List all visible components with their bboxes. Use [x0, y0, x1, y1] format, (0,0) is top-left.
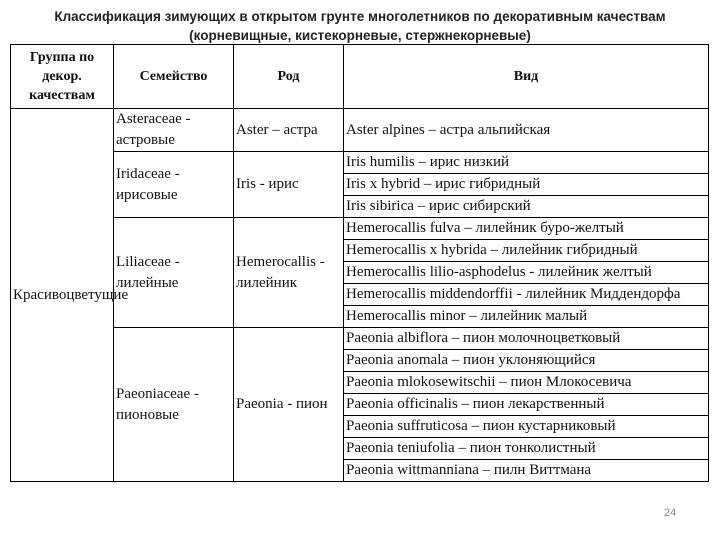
species-cell: Iris x hybrid – ирис гибридный — [344, 174, 709, 196]
classification-table — [10, 44, 709, 482]
family-cell: Iridaceae - ирисовые — [114, 152, 234, 218]
species-cell: Iris sibirica – ирис сибирский — [344, 196, 709, 218]
family-cell: Asteraceae - астровые — [114, 109, 234, 152]
genus-cell: Paeonia - пион — [234, 328, 344, 482]
family-cell: Liliaceae - лилейные — [114, 218, 234, 328]
species-cell: Hemerocallis lilio-asphodelus - лилейник желтый — [344, 262, 709, 284]
species-cell: Iris humilis – ирис низкий — [344, 152, 709, 174]
header-species: Вид — [344, 45, 709, 109]
group-cell: Красивоцветущие — [11, 109, 114, 482]
table-row — [11, 328, 709, 350]
species-cell: Paeonia anomala – пион уклоняющийся — [344, 350, 709, 372]
genus-cell: Iris - ирис — [234, 152, 344, 218]
genus-cell: Aster – астра — [234, 109, 344, 152]
family-cell: Paeoniaceae - пионовые — [114, 328, 234, 482]
slide-title — [0, 7, 720, 45]
table-row — [11, 152, 709, 174]
species-cell: Paeonia suffruticosa – пион кустарниковый — [344, 416, 709, 438]
title-line-2: (корневищные, кистекорневые, стержнекорневые) — [189, 28, 531, 43]
table-row — [11, 218, 709, 240]
species-cell: Aster alpines – астра альпийская — [344, 109, 709, 152]
page-number: 24 — [664, 507, 677, 519]
table-header-row — [11, 45, 709, 109]
species-cell: Paeonia officinalis – пион лекарственный — [344, 394, 709, 416]
species-cell: Paeonia mlokosewitschii – пион Млокосевича — [344, 372, 709, 394]
header-group: Группа по декор. качествам — [11, 45, 114, 109]
header-family: Семейство — [114, 45, 234, 109]
species-cell: Hemerocallis middendorffii - лилейник Миддендорфа — [344, 284, 709, 306]
title-line-1: Классификация зимующих в открытом грунте многолетников по декоративным качествам — [54, 9, 666, 24]
table-row — [11, 109, 709, 152]
species-cell: Hemerocallis x hybrida – лилейник гибридный — [344, 240, 709, 262]
species-cell: Paeonia albiflora – пион молочноцветковый — [344, 328, 709, 350]
species-cell: Paeonia teniufolia – пион тонколистный — [344, 438, 709, 460]
genus-cell: Hemerocallis - лилейник — [234, 218, 344, 328]
species-cell: Hemerocallis fulva – лилейник буро-желтый — [344, 218, 709, 240]
species-cell: Hemerocallis minor – лилейник малый — [344, 306, 709, 328]
species-cell: Paeonia wittmanniana – пилн Виттмана — [344, 460, 709, 482]
header-genus: Род — [234, 45, 344, 109]
